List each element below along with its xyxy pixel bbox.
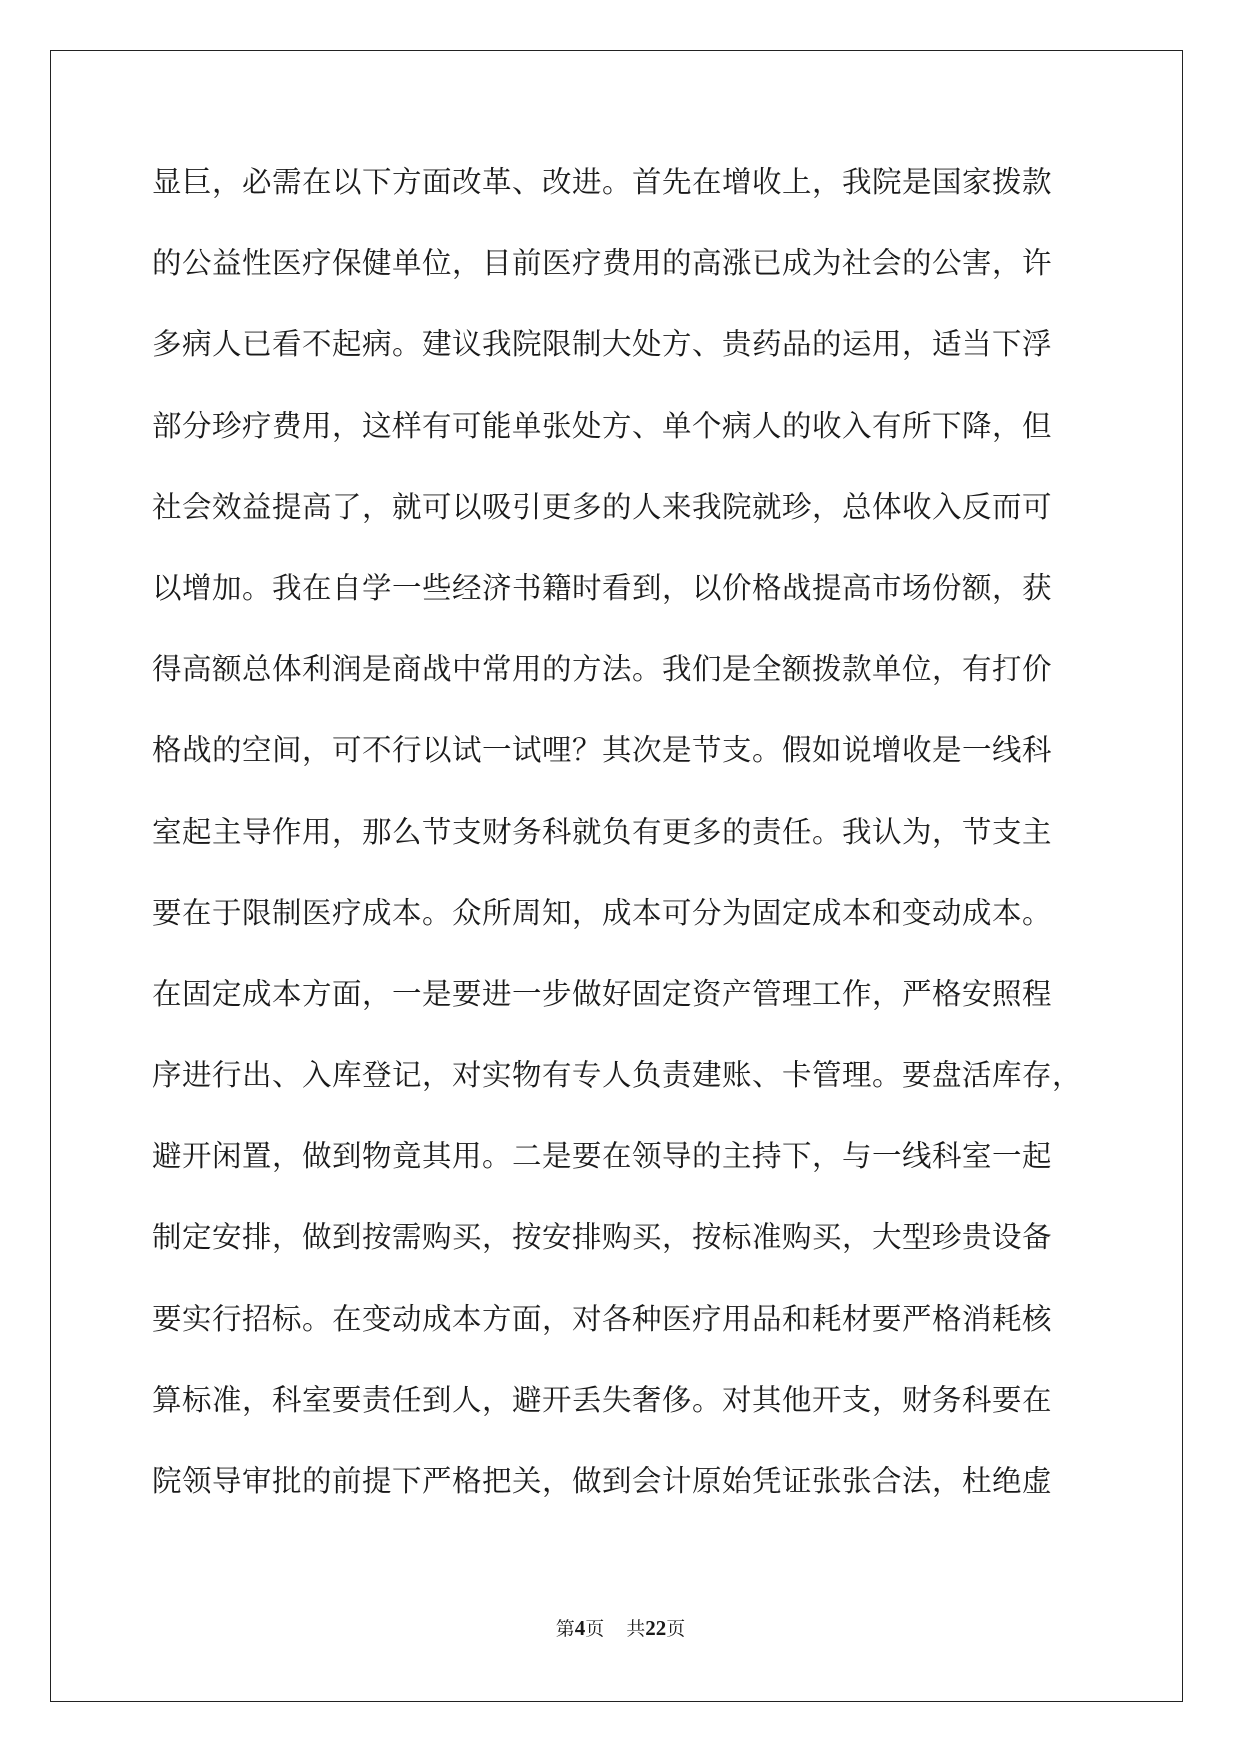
- text-line: 在固定成本方面，一是要进一步做好固定资产管理工作，严格安照程: [152, 976, 1053, 1011]
- text-line: 以增加。我在自学一些经济书籍时看到，以价格战提高市场份额，获: [152, 570, 1053, 605]
- page-suffix: 页: [585, 1618, 605, 1640]
- text-line: 序进行出、入库登记，对实物有专人负责建账、卡管理。要盘活库存，: [152, 1058, 1083, 1093]
- text-line: 的公益性医疗保健单位，目前医疗费用的高涨已成为社会的公害，许: [152, 246, 1053, 281]
- total-prefix: 共: [626, 1618, 646, 1640]
- page-prefix: 第: [555, 1618, 575, 1640]
- text-line: 院领导审批的前提下严格把关，做到会计原始凭证张张合法，杜绝虚: [152, 1464, 1053, 1498]
- total-suffix: 页: [666, 1618, 686, 1640]
- document-body: [152, 162, 1112, 1542]
- text-line: 多病人已看不起病。建议我院限制大处方、贵药品的运用，适当下浮: [152, 327, 1053, 362]
- text-line: 避开闲置，做到物竟其用。二是要在领导的主持下，与一线科室一起: [152, 1139, 1053, 1174]
- page-number: 4: [574, 1616, 586, 1640]
- text-line: 格战的空间，可不行以试一试哩？其次是节支。假如说增收是一线科: [152, 733, 1053, 768]
- text-line: 部分珍疗费用，这样有可能单张处方、单个病人的收入有所下降，但: [152, 408, 1053, 443]
- text-line: 显巨，必需在以下方面改革、改进。首先在增收上，我院是国家拨款: [152, 165, 1053, 199]
- text-line: 得高额总体利润是商战中常用的方法。我们是全额拨款单位，有打价: [152, 652, 1053, 687]
- total-pages: 22: [645, 1616, 667, 1640]
- text-line: 要在于限制医疗成本。众所周知，成本可分为固定成本和变动成本。: [152, 895, 1053, 930]
- text-line: 要实行招标。在变动成本方面，对各种医疗用品和耗材要严格消耗核: [152, 1301, 1053, 1336]
- text-line: 社会效益提高了，就可以吸引更多的人来我院就珍，总体收入反而可: [152, 489, 1053, 524]
- text-line: 制定安排，做到按需购买，按安排购买，按标准购买，大型珍贵设备: [152, 1220, 1053, 1255]
- text-line: 算标准，科室要责任到人，避开丢失奢侈。对其他开支，财务科要在: [152, 1382, 1053, 1417]
- page-footer: [0, 1616, 1241, 1641]
- text-line: 室起主导作用，那么节支财务科就负有更多的责任。我认为，节支主: [152, 814, 1053, 849]
